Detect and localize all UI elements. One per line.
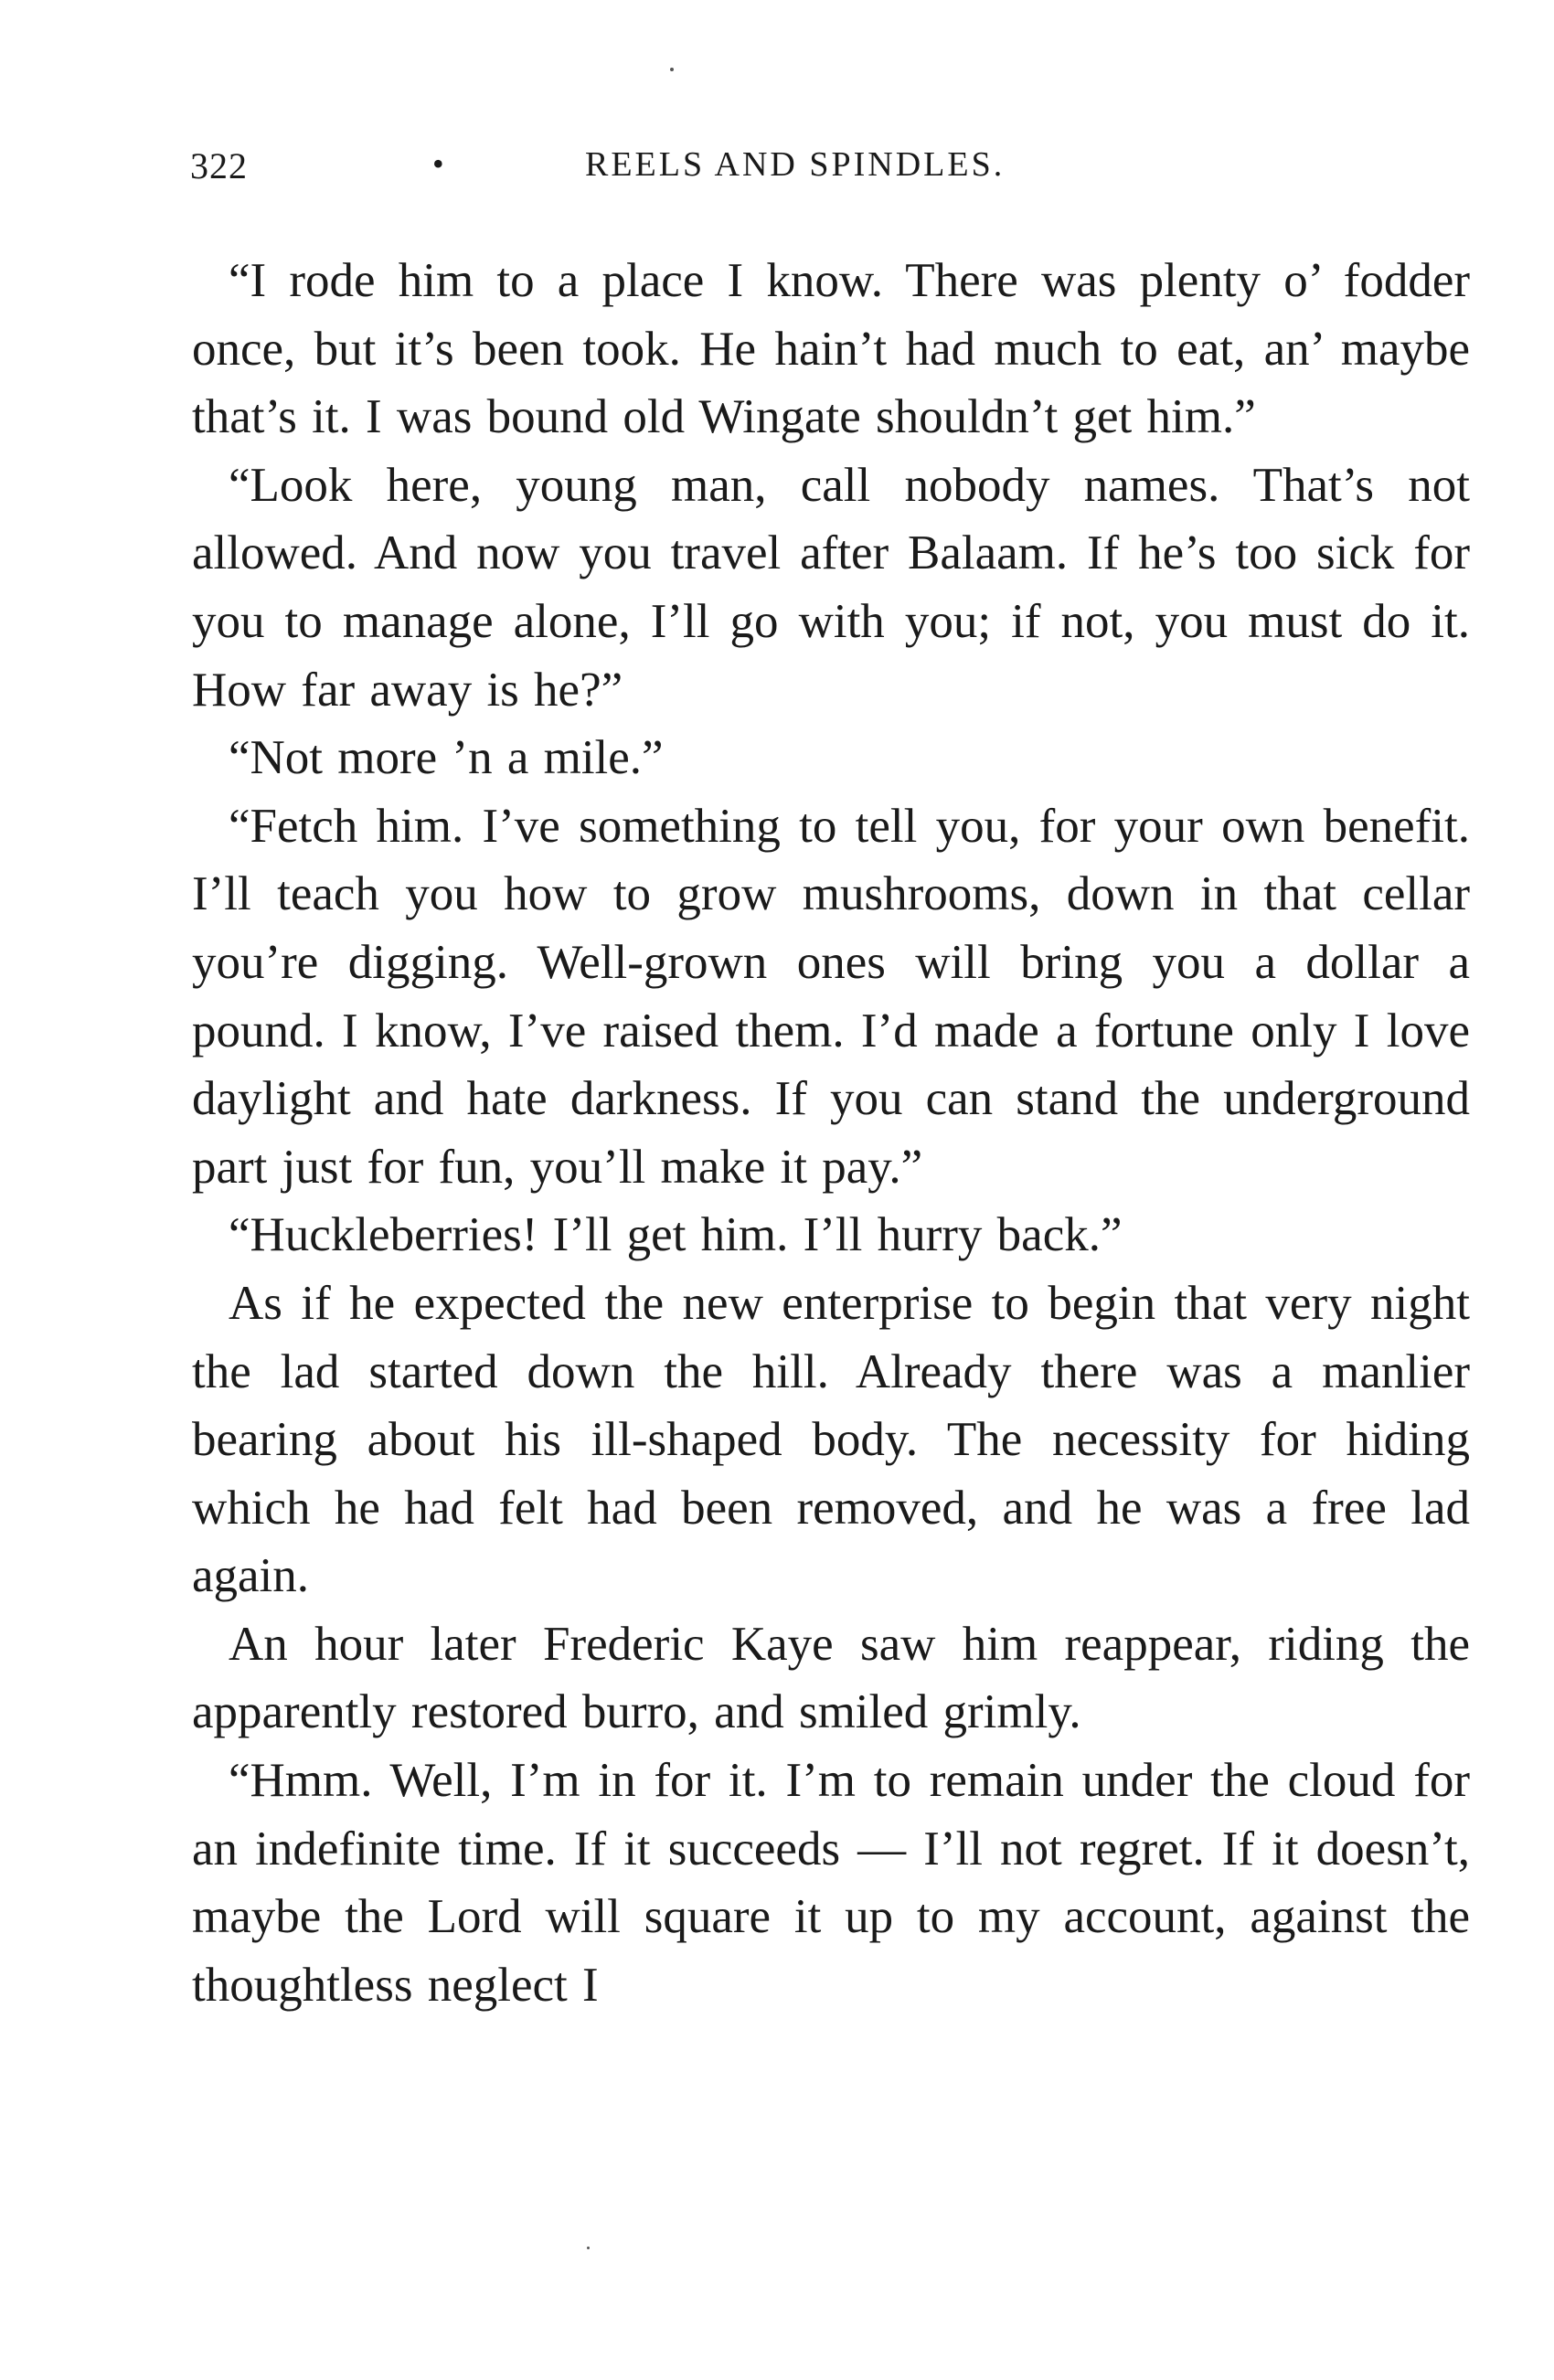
paragraph: “I rode him to a place I know. There was plenty o’ fodder once, but it’s been took. He hain’t had much to eat, an’ maybe that’s it. I was bound old Wingate shouldn’t get him.”: [192, 254, 1470, 444]
paragraph: As if he expected the new enterprise to begin that very night the lad started down the hill. Already there was a manlier bearing about his ill-shaped body. The necessity for hiding which he had felt had been removed, and he was a free lad again.: [192, 1276, 1470, 1603]
print-speck: [670, 68, 674, 71]
paragraph: An hour later Frederic Kaye saw him reappear, riding the apparently restored burro, and smiled grimly.: [192, 1617, 1470, 1739]
paragraph: “Fetch him. I’ve something to tell you, for your own benefit. I’ll teach you how to grow mushrooms, down in that cellar you’re digging. Well-grown ones will bring you a dollar a pound. I know, I’ve raised them. I’d made a fortune only I love daylight and hate darkness. If you can stand the underground part just for fun, you’ll make it pay.”: [192, 799, 1470, 1194]
paragraph: “Hmm. Well, I’m in for it. I’m to remain under the cloud for an indefinite time. If it succeeds — I’ll not regret. If it doesn’t, maybe the Lord will square it up to my account, against the thoughtless neglect I: [192, 1754, 1470, 2012]
running-head: [190, 144, 1470, 190]
body-text: [192, 247, 1470, 2019]
paragraph: “Look here, young man, call nobody names. That’s not allowed. And now you travel after Balaam. If he’s too sick for you to manage alone, I’ll go with you; if not, you must do it. How far away is he?”: [192, 458, 1470, 717]
page-number: 322: [190, 145, 248, 186]
running-head-mark: •: [432, 145, 446, 182]
paragraph: “Huckleberries! I’ll get him. I’ll hurry back.”: [229, 1208, 1123, 1262]
running-title: REELS AND SPINDLES.: [585, 145, 1006, 184]
paragraph: “Not more ’n a mile.”: [229, 731, 664, 785]
print-speck: [587, 2247, 590, 2249]
